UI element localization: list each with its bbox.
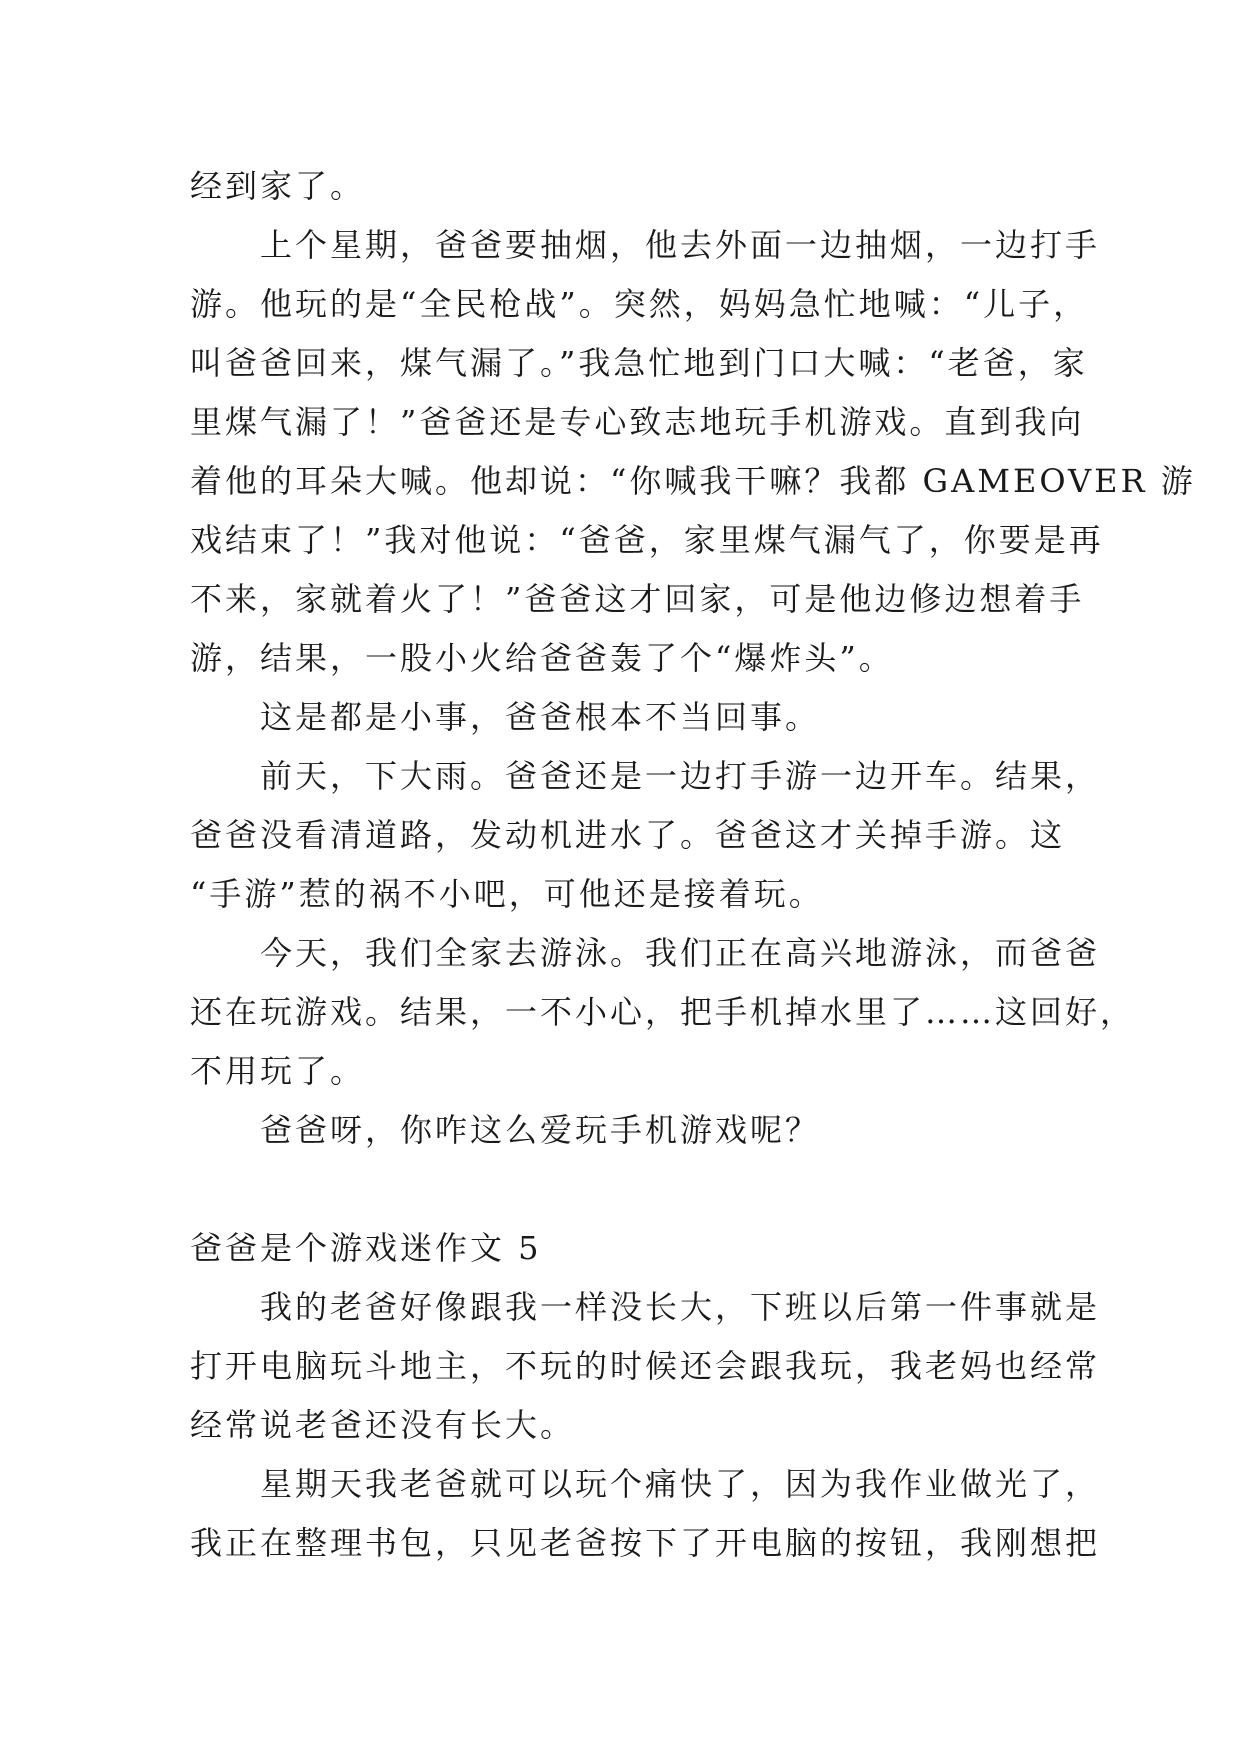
text-line: 不来，家就着火了！”爸爸这才回家，可是他边修边想着手: [190, 580, 1085, 618]
text-line: 游。他玩的是“全民枪战”。突然，妈妈急忙地喊：“儿子，: [190, 285, 1089, 323]
section-heading: 爸爸是个游戏迷作文 5: [190, 1229, 542, 1267]
text-line: “手游”惹的祸不小吧，可他还是接着玩。: [190, 875, 824, 913]
paragraph-start-line: 我的老爸好像跟我一样没长大，下班以后第一件事就是: [260, 1288, 1101, 1326]
text-line: 爸爸没看清道路，发动机进水了。爸爸这才关掉手游。这: [190, 816, 1066, 854]
text-line: 戏结束了！”我对他说：“爸爸，家里煤气漏气了，你要是再: [190, 521, 1104, 559]
text-line: 经常说老爸还没有长大。: [190, 1406, 576, 1444]
text-line: 里煤气漏了！”爸爸还是专心致志地玩手机游戏。直到我向: [190, 403, 1085, 441]
section-spacer: [190, 1160, 1060, 1219]
text-line: 着他的耳朵大喊。他却说：“你喊我干嘛？我都 GAMEOVER 游: [190, 462, 1196, 500]
text-line: 经到家了。: [190, 167, 366, 205]
text-line: 游，结果，一股小火给爸爸轰了个“爆炸头”。: [190, 639, 894, 677]
text-line: 叫爸爸回来，煤气漏了。”我急忙地到门口大喊：“老爸，家: [190, 344, 1088, 382]
paragraph-start-line: 上个星期，爸爸要抽烟，他去外面一边抽烟，一边打手: [260, 226, 1101, 264]
text-line: 不用玩了。: [190, 1052, 366, 1090]
text-line: 打开电脑玩斗地主，不玩的时候还会跟我玩，我老妈也经常: [190, 1347, 1101, 1385]
essay-body: [190, 157, 1196, 1573]
text-line: 我正在整理书包，只见老爸按下了开电脑的按钮，我刚想把: [190, 1524, 1101, 1562]
paragraph-start-line: 这是都是小事，爸爸根本不当回事。: [260, 698, 821, 736]
paragraph-start-line: 星期天我老爸就可以玩个痛快了，因为我作业做光了，: [260, 1465, 1101, 1503]
paragraph-start-line: 前天，下大雨。爸爸还是一边打手游一边开车。结果，: [260, 757, 1101, 795]
paragraph-start-line: 今天，我们全家去游泳。我们正在高兴地游泳，而爸爸: [260, 934, 1101, 972]
text-line: 还在玩游戏。结果，一不小心，把手机掉水里了……这回好，: [190, 993, 1136, 1031]
paragraph-start-line: 爸爸呀，你咋这么爱玩手机游戏呢？: [260, 1111, 821, 1149]
